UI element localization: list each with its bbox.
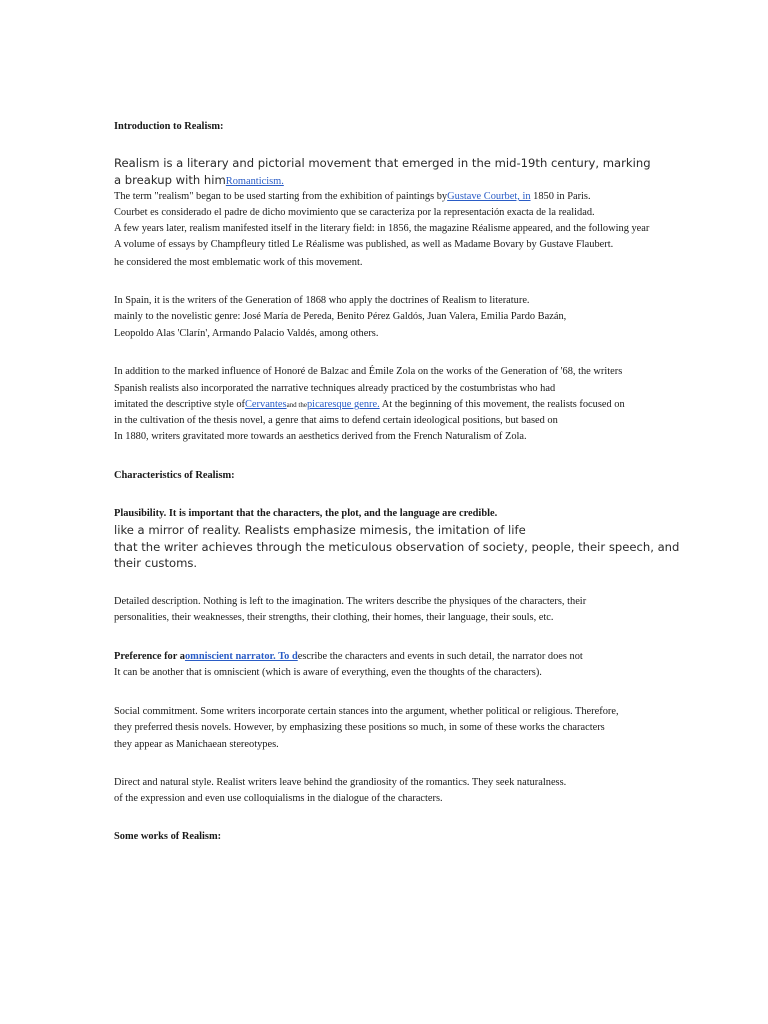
social-line-2: they preferred thesis novels. However, by emphasizing these positions so much, in some of these works the characters <box>114 722 605 733</box>
intro-line-6: A volume of essays by Champfleury titled Le Réalisme was published, as well as Madame Bovary by Gustave Flaubert. <box>114 239 614 250</box>
style-line-2: of the expression and even use colloquialisms in the dialogue of the characters. <box>114 793 443 804</box>
influence-line-2: Spanish realists also incorporated the narrative techniques already practiced by the costumbristas who had <box>114 383 556 394</box>
intro-line-3-end: 1850 in Paris. <box>530 191 591 202</box>
and-the-small-text: and the <box>286 401 307 409</box>
influence-line-3 <box>114 397 625 413</box>
cervantes-link[interactable]: Cervantes <box>245 399 287 410</box>
influence-line-5: In 1880, writers gravitated more towards an aesthetics derived from the French Naturalism of Zola. <box>114 431 527 442</box>
influence-line-1: In addition to the marked influence of Honoré de Balzac and Émile Zola on the works of the Generation of '68, the writers <box>114 366 623 377</box>
spain-line-1: In Spain, it is the writers of the Generation of 1868 who apply the doctrines of Realism to literature. <box>114 295 530 306</box>
influence-line-4: in the cultivation of the thesis novel, a genre that aims to defend certain ideological positions, but based on <box>114 415 558 426</box>
omniscient-narrator-link[interactable]: omniscient narrator. To d <box>184 651 298 662</box>
social-line-3: they appear as Manichaean stereotypes. <box>114 739 279 750</box>
description-line-1: Detailed description. Nothing is left to the imagination. The writers describe the physiques of the characters, their <box>114 596 587 607</box>
narrator-line-1-end: escribe the characters and events in such detail, the narrator does not <box>297 651 583 662</box>
heading-works: Some works of Realism: <box>114 831 222 842</box>
narrator-line-1 <box>114 649 583 665</box>
intro-line-5: A few years later, realism manifested itself in the literary field: in 1856, the magazine Réalisme appeared, and the following year <box>114 223 650 234</box>
picaresque-genre-link[interactable]: picaresque genre. <box>306 399 380 410</box>
spain-line-2: mainly to the novelistic genre: José María de Pereda, Benito Pérez Galdós, Juan Valera, Emilia Pardo Bazán, <box>114 311 567 322</box>
style-line-1: Direct and natural style. Realist writers leave behind the grandiosity of the romantics. They seek naturalness. <box>114 777 567 788</box>
plausibility-line-4: their customs. <box>114 556 198 570</box>
influence-line-3-end: At the beginning of this movement, the realists focused on <box>379 399 625 410</box>
description-line-2: personalities, their weaknesses, their strengths, their clothing, their homes, their language, their souls, etc. <box>114 612 554 623</box>
narrator-line-2: It can be another that is omniscient (which is aware of everything, even the thoughts of the characters). <box>114 667 542 678</box>
narrator-line-1-bold: Preference for a <box>114 651 185 662</box>
intro-line-1: Realism is a literary and pictorial movement that emerged in the mid-19th century, marking <box>114 156 651 170</box>
intro-line-2 <box>114 172 284 190</box>
heading-characteristics: Characteristics of Realism: <box>114 470 235 481</box>
social-line-1: Social commitment. Some writers incorporate certain stances into the argument, whether political or religious. Therefore, <box>114 706 619 717</box>
intro-line-3 <box>114 189 591 205</box>
spain-line-3: Leopoldo Alas 'Clarín', Armando Palacio Valdés, among others. <box>114 328 379 339</box>
romanticism-link[interactable]: Romanticism. <box>225 176 284 187</box>
intro-line-2-text: a breakup with him <box>114 173 226 187</box>
gustave-courbet-link[interactable]: Gustave Courbet, in <box>447 191 531 202</box>
heading-introduction: Introduction to Realism: <box>114 121 224 132</box>
intro-line-7: he considered the most emblematic work of this movement. <box>114 257 363 268</box>
intro-line-3-text: The term "realism" began to be used starting from the exhibition of paintings by <box>114 191 448 202</box>
influence-line-3-text: imitated the descriptive style of <box>114 399 245 410</box>
plausibility-line-1: Plausibility. It is important that the characters, the plot, and the language are credible. <box>114 508 498 519</box>
plausibility-line-2: like a mirror of reality. Realists emphasize mimesis, the imitation of life <box>114 523 526 537</box>
plausibility-line-3: that the writer achieves through the meticulous observation of society, people, their speech, and <box>114 540 680 554</box>
intro-line-4: Courbet es considerado el padre de dicho movimiento que se caracteriza por la representación exacta de la realidad. <box>114 207 595 218</box>
